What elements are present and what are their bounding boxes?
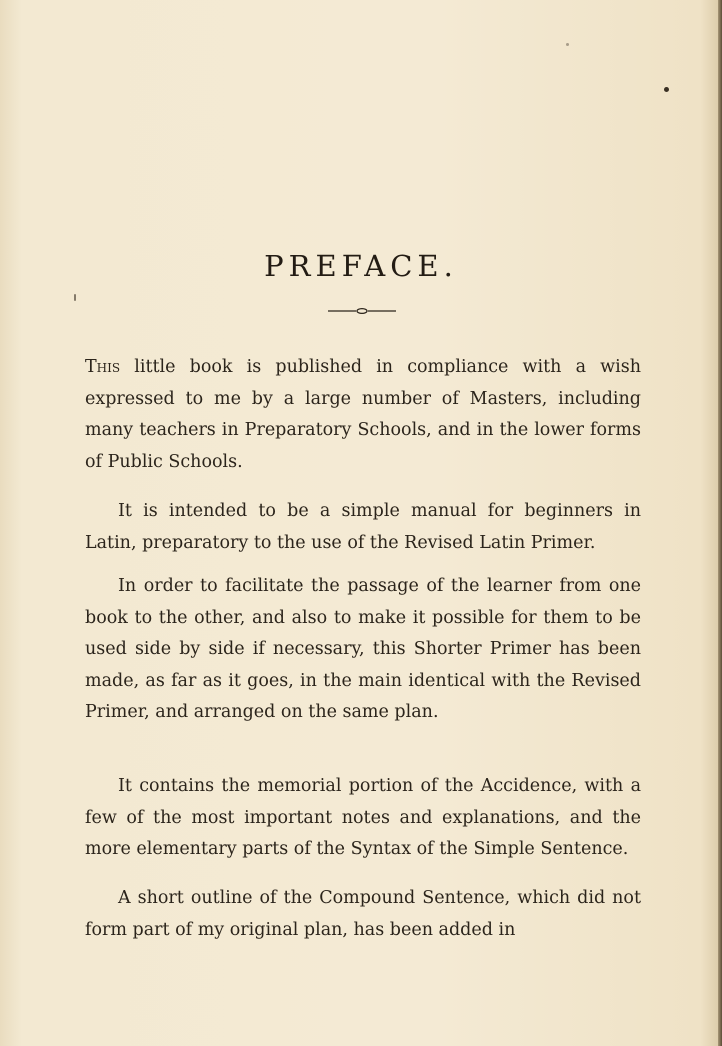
ink-speck	[664, 87, 669, 92]
paragraph-text: It is intended to be a simple manual for beginners in Latin, preparatory to the use of the Revised Latin Primer.	[85, 501, 641, 553]
paragraph-lead: This	[85, 357, 121, 377]
paragraph-1	[85, 352, 641, 478]
ink-speck	[566, 43, 569, 46]
paragraph-text: It contains the memorial portion of the Accidence, with a few of the most important notes and explanations, and the more elementary parts of the Syntax of the Simple Sentence.	[85, 776, 641, 859]
ink-speck	[74, 294, 76, 301]
page-edge	[718, 0, 722, 1046]
page-title: PREFACE.	[264, 249, 458, 283]
title-ornament	[328, 307, 396, 315]
paragraph-text: little book is published in compliance with a wish expressed to me by a large number of Masters, including many teachers in Preparatory Schools, and in the lower forms of Public Schools.	[85, 357, 641, 472]
paragraph-5	[85, 883, 641, 946]
paragraph-4	[85, 771, 641, 866]
paragraph-text: A short outline of the Compound Sentence, which did not form part of my original plan, has been added in	[85, 888, 641, 940]
paragraph-2	[85, 496, 641, 559]
paragraph-3	[85, 571, 641, 729]
paragraph-text: In order to facilitate the passage of the learner from one book to the other, and also to make it possible for them to be used side by side if necessary, this Shorter Primer has been made, as far as it goes, in the main identical with the Revised Primer, and arranged on the same plan.	[85, 576, 641, 722]
